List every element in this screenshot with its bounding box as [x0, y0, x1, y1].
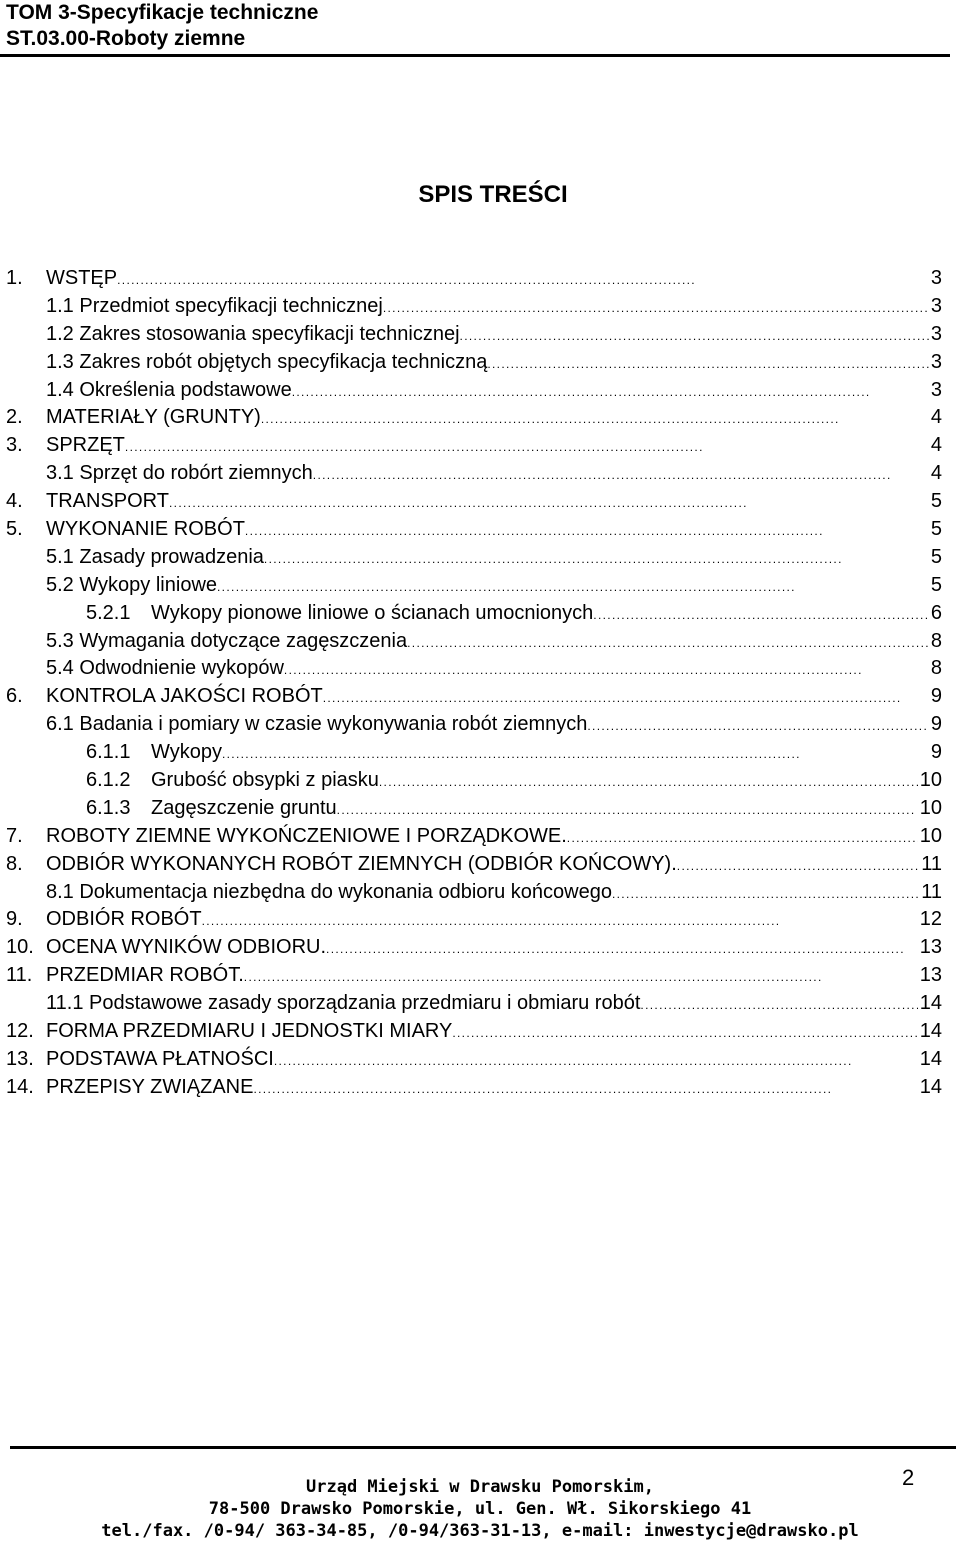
toc-dot-leader: [612, 879, 919, 909]
toc-dot-leader: [379, 767, 918, 797]
toc-entry-title: 5.1 Zasady prowadzenia: [46, 545, 264, 568]
document-header: [6, 0, 956, 52]
toc-entry[interactable]: [6, 432, 942, 460]
toc-dot-leader: [264, 544, 929, 574]
toc-dot-leader: [677, 851, 919, 881]
toc-entry-number: 5.2.1: [86, 601, 131, 624]
toc-dot-leader: [244, 962, 918, 992]
toc-dot-leader: [222, 739, 929, 769]
toc-dot-leader: [587, 711, 929, 741]
toc-entry-title: ODBIÓR WYKONANYCH ROBÓT ZIEMNYCH (ODBIÓR KOŃCOWY).: [46, 852, 677, 875]
toc-entry[interactable]: [6, 655, 942, 683]
toc-entry-page: 10: [919, 824, 942, 847]
toc-entry[interactable]: [6, 795, 942, 823]
toc-entry-title: Wykopy pionowe liniowe o ścianach umocnionych: [151, 601, 594, 624]
toc-dot-leader: [640, 990, 917, 1020]
header-title: TOM 3-Specyfikacje techniczne: [6, 1, 319, 24]
toc-entry[interactable]: [6, 934, 942, 962]
toc-entry[interactable]: [6, 906, 942, 934]
table-of-contents: [6, 265, 942, 1102]
toc-entry-page: 3: [930, 378, 942, 401]
toc-entry-title: Grubość obsypki z piasku: [151, 769, 379, 792]
toc-dot-leader: [487, 349, 929, 379]
toc-dot-leader: [567, 823, 918, 853]
toc-entry-page: 3: [930, 322, 942, 345]
toc-entry-title: 5.3 Wymagania dotyczące zagęszczenia: [46, 629, 408, 652]
toc-entry-title: ROBOTY ZIEMNE WYKOŃCZENIOWE I PORZĄDKOWE.: [46, 824, 567, 847]
footer-address-line2: 78-500 Drawsko Pomorskie, ul. Gen. Wł. Sikorskiego 41: [208, 1499, 752, 1519]
toc-entry-title: PRZEPISY ZWIĄZANE: [46, 1075, 254, 1098]
toc-entry-number: 8.: [6, 852, 23, 875]
toc-entry-page: 14: [919, 1047, 942, 1070]
toc-entry-title: 1.3 Zakres robót objętych specyfikacja techniczną: [46, 350, 488, 373]
toc-entry-page: 8: [930, 657, 942, 680]
toc-dot-leader: [337, 795, 918, 825]
toc-entry-title: 1.1 Przedmiot specyfikacji technicznej: [46, 294, 383, 317]
toc-entry[interactable]: [6, 544, 942, 572]
toc-entry-title: 1.2 Zakres stosowania specyfikacji technicznej: [46, 322, 460, 345]
toc-entry-title: Zagęszczenie gruntu: [151, 796, 337, 819]
toc-entry-page: 4: [930, 406, 942, 429]
toc-dot-leader: [253, 1074, 917, 1104]
toc-entry-title: 1.4 Określenia podstawowe: [46, 378, 292, 401]
toc-entry-number: 4.: [6, 490, 23, 513]
toc-entry-page: 13: [919, 964, 942, 987]
toc-entry-number: 7.: [6, 824, 23, 847]
toc-entry-title: PODSTAWA PŁATNOŚCI: [46, 1047, 274, 1070]
toc-entry[interactable]: [6, 572, 942, 600]
toc-dot-leader: [125, 432, 929, 462]
toc-entry-page: 12: [919, 908, 942, 931]
toc-dot-leader: [323, 683, 929, 713]
toc-entry[interactable]: [6, 321, 942, 349]
toc-entry-title: KONTROLA JAKOŚCI ROBÓT: [46, 685, 323, 708]
toc-entry-page: 14: [919, 1020, 942, 1043]
footer-contact-line: tel./fax. /0-94/ 363-34-85, /0-94/363-31-13, e-mail: inwestycje@drawsko.pl: [101, 1521, 859, 1541]
toc-entry[interactable]: [6, 879, 942, 907]
toc-entry-number: 9.: [6, 908, 23, 931]
toc-entry-number: 1.: [6, 267, 23, 289]
toc-dot-leader: [169, 488, 929, 518]
toc-dot-leader: [460, 321, 929, 351]
toc-entry-page: 5: [930, 518, 942, 541]
toc-entry[interactable]: [6, 962, 942, 990]
toc-entry[interactable]: [6, 851, 942, 879]
toc-dot-leader: [284, 655, 929, 685]
toc-entry-page: 11: [921, 880, 942, 903]
toc-entry[interactable]: [6, 404, 942, 432]
toc-dot-leader: [202, 906, 918, 936]
toc-entry[interactable]: [6, 1018, 942, 1046]
toc-dot-leader: [326, 934, 918, 964]
toc-entry-number: 3.: [6, 434, 23, 457]
toc-entry-number: 13.: [6, 1047, 34, 1070]
toc-entry[interactable]: [6, 711, 942, 739]
toc-entry-number: 6.1.2: [86, 769, 131, 792]
toc-entry-page: 14: [919, 1075, 942, 1098]
toc-entry[interactable]: [6, 767, 942, 795]
toc-entry[interactable]: [6, 516, 942, 544]
header-subtitle: ST.03.00-Roboty ziemne: [6, 27, 246, 50]
toc-entry[interactable]: [6, 990, 942, 1018]
toc-entry-title: WSTĘP: [46, 267, 118, 289]
toc-entry-page: 5: [930, 490, 942, 513]
toc-entry-page: 5: [930, 545, 942, 568]
toc-dot-leader: [292, 377, 929, 407]
toc-entry[interactable]: [6, 460, 942, 488]
toc-entry-number: 6.: [6, 685, 23, 708]
toc-entry-page: 5: [930, 573, 942, 596]
toc-entry-page: 6: [930, 601, 942, 624]
toc-entry-page: 3: [930, 350, 942, 373]
header-divider: [0, 54, 950, 57]
toc-entry-title: 6.1 Badania i pomiary w czasie wykonywania robót ziemnych: [46, 713, 588, 736]
toc-entry-page: 11: [921, 852, 942, 875]
toc-entry[interactable]: [6, 265, 942, 293]
toc-entry[interactable]: [6, 600, 942, 628]
toc-entry-page: 9: [930, 741, 942, 764]
toc-entry-title: 3.1 Sprzęt do robórt ziemnych: [46, 462, 313, 485]
toc-entry-number: 11.: [6, 964, 33, 987]
toc-entry[interactable]: [6, 488, 942, 516]
page-number: 2: [902, 1465, 915, 1490]
toc-dot-leader: [407, 628, 929, 658]
toc-entry-page: 3: [930, 267, 942, 289]
toc-entry[interactable]: [6, 683, 942, 711]
toc-entry-page: 10: [919, 769, 942, 792]
toc-entry-number: 14.: [6, 1075, 34, 1098]
toc-entry-title: PRZEDMIAR ROBÓT.: [46, 964, 244, 987]
toc-entry-page: 9: [930, 685, 942, 708]
toc-entry-title: MATERIAŁY (GRUNTY): [46, 406, 261, 429]
toc-entry-title: FORMA PRZEDMIARU I JEDNOSTKI MIARY: [46, 1020, 453, 1043]
toc-entry[interactable]: [6, 739, 942, 767]
toc-dot-leader: [117, 265, 929, 295]
toc-entry[interactable]: [6, 1074, 942, 1102]
toc-entry-number: 2.: [6, 406, 23, 429]
document-footer: [0, 1476, 960, 1542]
toc-entry-title: WYKONANIE ROBÓT: [46, 518, 245, 541]
toc-entry-title: 5.2 Wykopy liniowe: [46, 573, 218, 596]
toc-entry-title: 8.1 Dokumentacja niezbędna do wykonania odbioru końcowego: [46, 880, 612, 903]
toc-heading: SPIS TREŚCI: [418, 181, 568, 208]
toc-entry-page: 13: [919, 936, 942, 959]
toc-dot-leader: [261, 404, 929, 434]
toc-entry-number: 5.: [6, 518, 23, 541]
toc-entry-page: 9: [930, 713, 942, 736]
footer-address-line1: Urząd Miejski w Drawsku Pomorskim,: [306, 1477, 654, 1497]
toc-entry-title: Wykopy: [151, 741, 222, 764]
toc-dot-leader: [383, 293, 929, 323]
toc-entry-title: 11.1 Podstawowe zasady sporządzania przedmiaru i obmiaru robót: [46, 992, 641, 1015]
toc-entry-title: TRANSPORT: [46, 490, 169, 513]
toc-dot-leader: [217, 572, 929, 602]
toc-entry-page: 4: [930, 462, 942, 485]
toc-entry[interactable]: [6, 628, 942, 656]
toc-entry-number: 6.1.3: [86, 796, 131, 819]
toc-dot-leader: [313, 460, 929, 490]
toc-dot-leader: [274, 1046, 918, 1076]
toc-entry[interactable]: [6, 293, 942, 321]
toc-entry-page: 8: [930, 629, 942, 652]
footer-divider: [10, 1446, 956, 1449]
toc-entry-number: 12.: [6, 1020, 34, 1043]
toc-entry-title: SPRZĘT: [46, 434, 125, 457]
toc-entry-title: OCENA WYNIKÓW ODBIORU.: [46, 936, 327, 959]
toc-entry-page: 14: [919, 992, 942, 1015]
toc-entry-page: 3: [930, 294, 942, 317]
toc-entry-page: 10: [919, 796, 942, 819]
toc-dot-leader: [593, 600, 929, 630]
toc-entry-title: ODBIÓR ROBÓT: [46, 908, 202, 931]
toc-dot-leader: [452, 1018, 917, 1048]
toc-entry-number: 6.1.1: [86, 741, 131, 764]
toc-entry-page: 4: [930, 434, 942, 457]
toc-entry[interactable]: [6, 377, 942, 405]
toc-dot-leader: [245, 516, 929, 546]
toc-entry[interactable]: [6, 823, 942, 851]
toc-entry[interactable]: [6, 349, 942, 377]
toc-entry[interactable]: [6, 1046, 942, 1074]
toc-entry-number: 10.: [6, 936, 34, 959]
toc-entry-title: 5.4 Odwodnienie wykopów: [46, 657, 284, 680]
